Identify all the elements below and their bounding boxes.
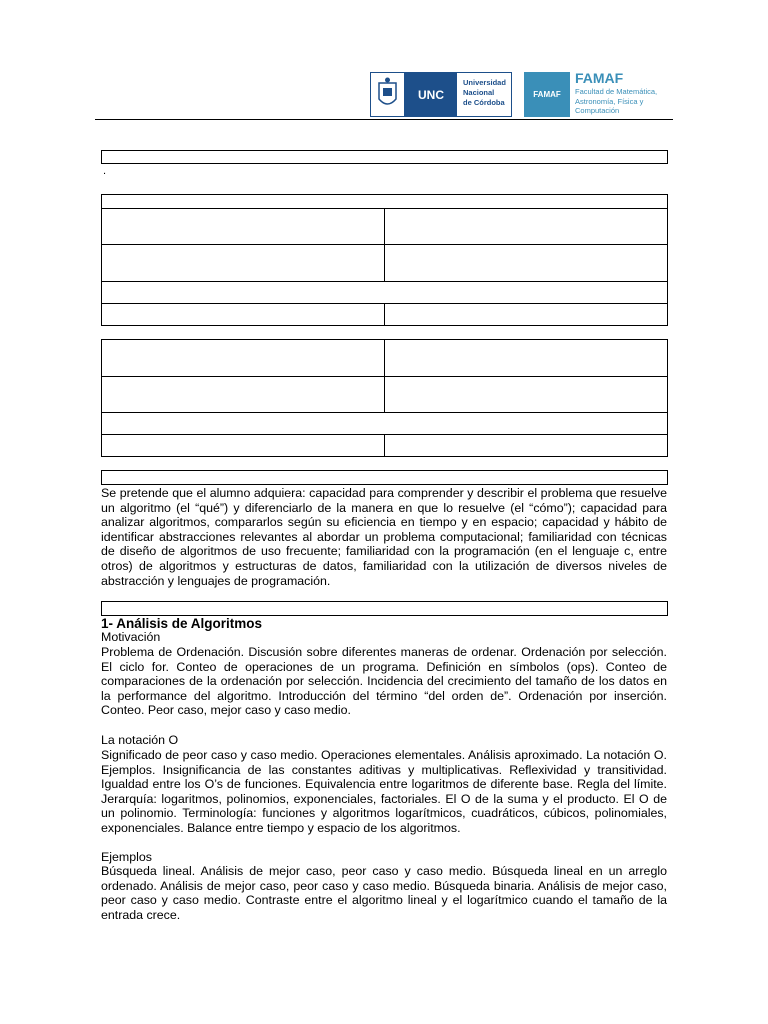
table2-row xyxy=(101,434,668,457)
objectives-text: Se pretende que el alumno adquiera: capacidad para comprender y describir el problema que resuelve un algoritmo (el “qué”) y diferenciarlo de la manera en que lo resuelve (el “cómo”); capacidad para analizar algoritmos, compararlos según su eficiencia en tiempo y en espacio; capacidad y hábito de identificar abstracciones relevantes al abordar un problema computacional; familiaridad con técnicas de diseño de algoritmos de uso frecuente; familiaridad con la programación (en el lenguaje c, entre otros) de algoritmos y estructuras de datos, familiaridad con la utilización de diversos niveles de abstracción y lenguajes de programación. xyxy=(101,486,667,588)
stray-dot: . xyxy=(103,165,107,177)
unc-name: Universidad Nacional de Córdoba xyxy=(463,78,506,107)
table2-row xyxy=(101,376,668,413)
subsection-text: Problema de Ordenación. Discusión sobre diferentes maneras de ordenar. Ordenación por selección. El ciclo for. Conteo de operaciones de un programa. Definición en símbolos (ops). Conteo de comparaciones de la ordenación por selección. Incidencia del crecimiento del tamaño de los datos en la performance del algoritmo. Introducción del término “del orden de”. Ordenación por inserción. Conteo. Peor caso, mejor caso y caso medio. xyxy=(101,645,667,718)
subsection-label: Motivación xyxy=(101,630,161,644)
subsection-text: Significado de peor caso y caso medio. Operaciones elementales. Análisis aproximado. La notación O. Ejemplos. Insignificancia de las constantes aditivas y multiplicativas. Reflexividad y transitividad. Igualdad entre los O’s de funciones. Equivalencia entre logaritmos de diferente base. Regla del límite. Jerarquía: logaritmos, polinomios, exponenciales, factoriales. El O de la suma y el producto. El O de un polinomio. Terminología: funciones y algoritmos logarítmicos, cuadráticos, cúbicos, polinomiales, exponenciales. Balance entre tiempo y espacio de los algoritmos. xyxy=(101,748,667,835)
famaf-logo-box: FAMAF xyxy=(524,72,570,117)
famaf-title: FAMAF xyxy=(575,70,624,86)
unc-logo xyxy=(370,72,512,117)
title-box xyxy=(101,150,668,164)
famaf-subtitle: Facultad de Matemática, Astronomía, Física y Computación xyxy=(575,87,658,115)
section-title: 1- Análisis de Algoritmos xyxy=(101,616,263,631)
table2-row xyxy=(101,412,668,435)
subsection-text: Búsqueda lineal. Análisis de mejor caso, peor caso y caso medio. Búsqueda lineal en un arreglo ordenado. Análisis de mejor caso, peor caso y caso medio. Búsqueda binaria. Análisis de mejor caso, peor caso y caso medio. Contraste entre el algoritmo lineal y el logarítmico cuando el tamaño de la entrada crece. xyxy=(101,864,667,922)
table1-row xyxy=(101,244,668,282)
unc-label: UNC xyxy=(405,73,457,116)
header-rule xyxy=(95,119,673,120)
table1-header xyxy=(101,194,668,209)
table2-row xyxy=(101,339,668,377)
table1-row xyxy=(101,281,668,304)
subsection-label: La notación O xyxy=(101,733,179,747)
subsection-label: Ejemplos xyxy=(101,850,152,864)
table1-row xyxy=(101,208,668,245)
program-box xyxy=(101,601,668,616)
university-seal-icon xyxy=(371,73,405,116)
objectives-box xyxy=(101,470,668,485)
table1-row xyxy=(101,303,668,326)
